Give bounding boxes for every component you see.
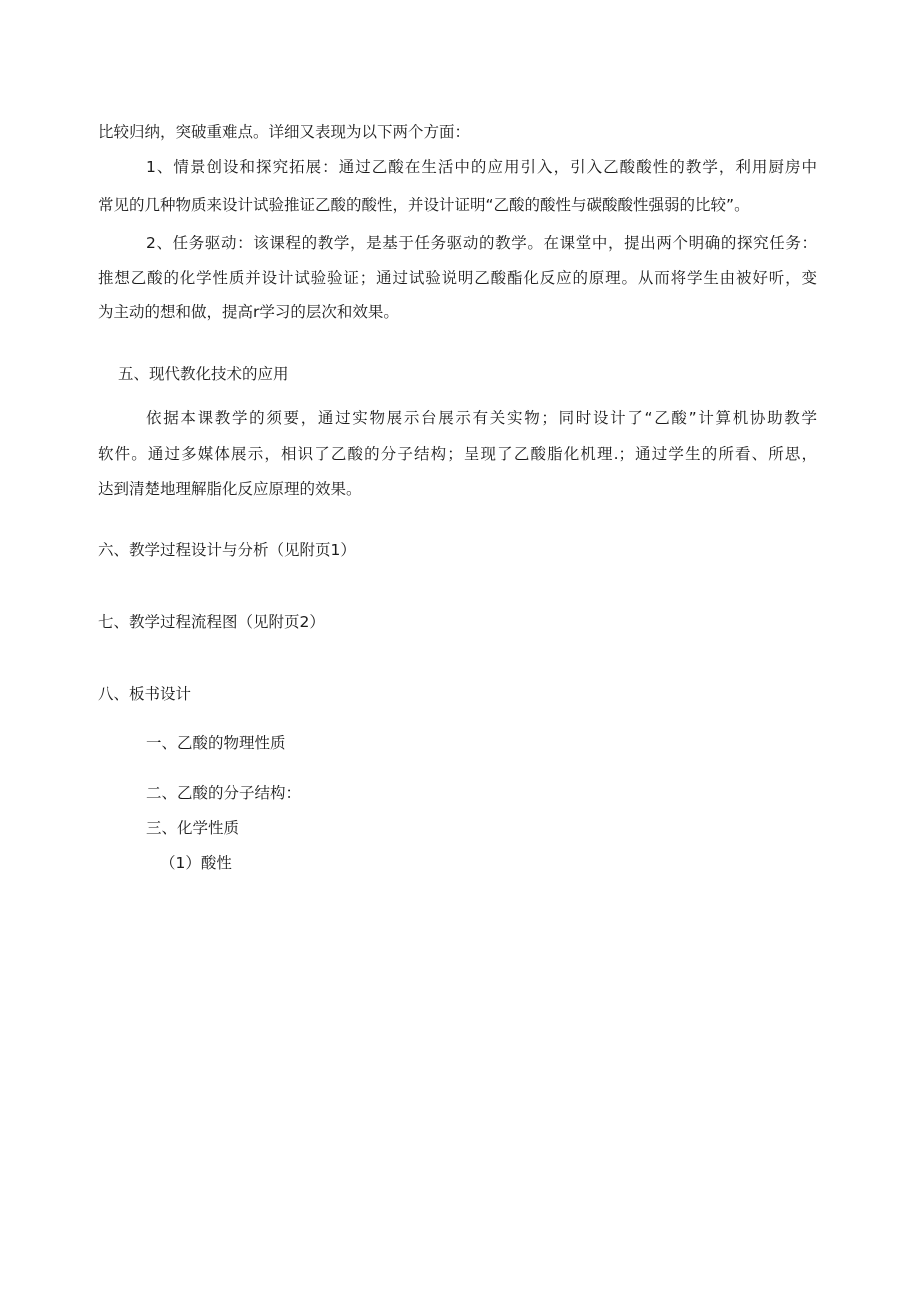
point-1-line-2: 常见的几种物质来设计试验推证乙酸的酸性，并设计证明“乙酸的酸性与碳酸酸性强弱的比较”。 [98,196,750,214]
board-subitem-acidity: （1）酸性 [160,854,232,872]
board-item-2: 二、乙酸的分子结构： [146,784,302,802]
intro-paragraph: 比较归纳，突破重难点。详细又表现为以下两个方面： [98,123,471,141]
section-5-line-1: 依据本课教学的须要，通过实物展示台展示有关实物；同时设计了“乙酸”计算机协助教学 [146,409,817,427]
board-item-3: 三、化学性质 [146,819,240,837]
point-2-line-1: 2、任务驱动：该课程的教学，是基于任务驱动的教学。在课堂中，提出两个明确的探究任务： [146,234,817,252]
section-5-line-3: 达到清楚地理解脂化反应原理的效果。 [98,480,362,498]
point-1-line-1: 1、情景创设和探究拓展：通过乙酸在生活中的应用引入，引入乙酸酸性的教学，利用厨房中 [146,158,817,176]
section-7-heading: 七、教学过程流程图（见附页2） [98,613,325,631]
section-5-heading: 五、现代教化技术的应用 [118,365,289,383]
section-5-line-2: 软件。通过多媒体展示，相识了乙酸的分子结构；呈现了乙酸脂化机理.；通过学生的所看、所思， [98,445,817,463]
point-2-line-3: 为主动的想和做，提高r学习的层次和效果。 [98,303,399,321]
board-item-1: 一、乙酸的物理性质 [146,734,286,752]
point-2-line-2: 推想乙酸的化学性质并设计试验验证；通过试验说明乙酸酯化反应的原理。从而将学生由被好听，变 [98,269,817,287]
section-6-heading: 六、教学过程设计与分析（见附页1） [98,541,356,559]
section-8-heading: 八、板书设计 [98,685,192,703]
